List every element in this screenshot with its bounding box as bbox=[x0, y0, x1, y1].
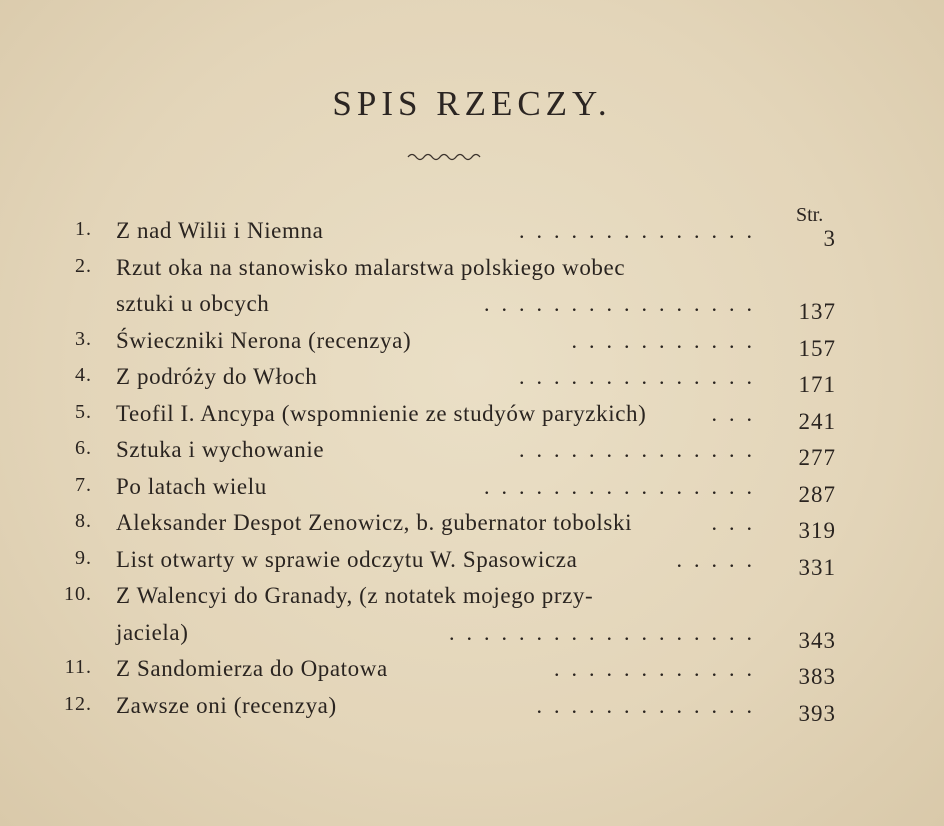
entry-page-number: 383 bbox=[798, 664, 836, 689]
toc-entry-line bbox=[0, 510, 944, 546]
leader-dots: ... bbox=[711, 400, 764, 426]
leader-dots: .................. bbox=[449, 619, 764, 645]
entry-title: Zawsze oni (recenzya) bbox=[116, 692, 337, 718]
entry-title: sztuki u obcych bbox=[116, 291, 270, 316]
entry-number: 3. bbox=[75, 327, 92, 350]
entry-number: 11. bbox=[64, 656, 92, 678]
toc-entry-line bbox=[0, 547, 944, 583]
toc-entry-line bbox=[0, 218, 944, 254]
entry-title: Świeczniki Nerona (recenzya) bbox=[116, 327, 412, 353]
entry-page-number: 171 bbox=[798, 372, 836, 397]
toc-entry-line bbox=[0, 474, 944, 510]
leader-dots: .............. bbox=[519, 437, 764, 462]
leader-dots: ... bbox=[711, 510, 764, 535]
page-title: SPIS RZECZY. bbox=[332, 84, 612, 123]
entry-number: 9. bbox=[75, 546, 92, 569]
toc-entry-line bbox=[0, 437, 944, 473]
toc-entry-line bbox=[0, 401, 944, 437]
entry-page-number: 287 bbox=[798, 481, 836, 507]
entry-title: Z Sandomierza do Opatowa bbox=[116, 656, 388, 681]
leader-dots: ........... bbox=[571, 327, 764, 353]
entry-title: Z Walencyi do Granady, (z notatek mojego przy- bbox=[116, 583, 594, 608]
entry-title: Sztuka i wychowanie bbox=[116, 437, 325, 462]
toc-entry-line bbox=[0, 656, 944, 692]
entry-number: 4. bbox=[75, 364, 92, 386]
wavy-ornament-icon bbox=[404, 150, 484, 164]
leader-dots: ..... bbox=[676, 546, 764, 572]
entry-title: Teofil I. Ancypa (wspomnienie ze studyów paryzkich) bbox=[116, 400, 647, 426]
entry-page-number: 3 bbox=[823, 226, 836, 251]
leader-dots: ................ bbox=[484, 473, 764, 499]
entry-title: Po latach wielu bbox=[116, 473, 267, 499]
entry-page-number: 277 bbox=[798, 445, 836, 470]
entry-page-number: 343 bbox=[798, 627, 836, 653]
toc-entry-line bbox=[0, 255, 944, 291]
entry-number: 10. bbox=[64, 583, 92, 605]
entry-page-number: 157 bbox=[798, 335, 836, 361]
page-column-label: Str. bbox=[796, 204, 824, 226]
toc-entry-line bbox=[0, 328, 944, 364]
toc-entry-line bbox=[0, 693, 944, 729]
entry-number: 8. bbox=[75, 510, 92, 532]
entry-number: 2. bbox=[75, 254, 92, 277]
leader-dots: ................ bbox=[484, 291, 764, 316]
entry-title: jaciela) bbox=[116, 619, 189, 645]
entry-number: 12. bbox=[64, 692, 92, 715]
entry-title: Rzut oka na stanowisko malarstwa polskiego wobec bbox=[116, 254, 626, 280]
entry-number: 6. bbox=[75, 437, 92, 459]
entry-page-number: 241 bbox=[798, 408, 836, 434]
entry-page-number: 319 bbox=[798, 518, 836, 543]
entry-page-number: 393 bbox=[798, 700, 836, 726]
leader-dots: ............. bbox=[536, 692, 764, 718]
entry-page-number: 137 bbox=[798, 299, 836, 324]
entry-title: Z nad Wilii i Niemna bbox=[116, 218, 324, 243]
toc-entry-line bbox=[0, 620, 944, 656]
leader-dots: ............ bbox=[554, 656, 764, 681]
toc-entry-line bbox=[0, 583, 944, 619]
entry-number: 5. bbox=[75, 400, 92, 423]
toc-entry-line bbox=[0, 291, 944, 327]
entry-title: Aleksander Despot Zenowicz, b. gubernator tobolski bbox=[116, 510, 633, 535]
toc-entry-line bbox=[0, 364, 944, 400]
entry-title: Z podróży do Włoch bbox=[116, 364, 318, 389]
entry-number: 1. bbox=[75, 218, 92, 240]
leader-dots: .............. bbox=[519, 218, 764, 243]
entry-page-number: 331 bbox=[798, 554, 836, 580]
entry-number: 7. bbox=[75, 473, 92, 496]
leader-dots: .............. bbox=[519, 364, 764, 389]
entry-title: List otwarty w sprawie odczytu W. Spasowicza bbox=[116, 546, 578, 572]
